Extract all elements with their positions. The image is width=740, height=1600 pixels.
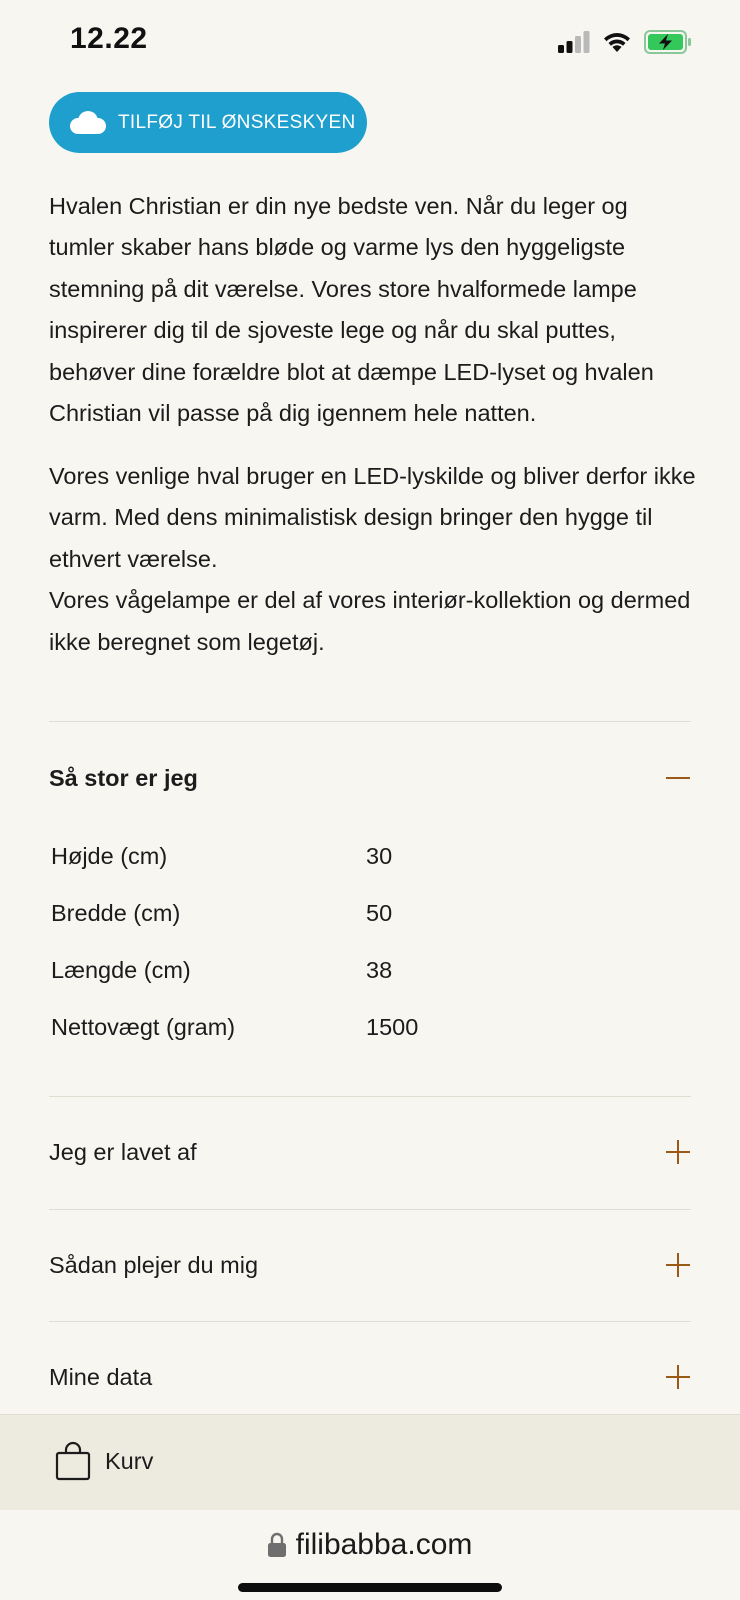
- spec-value: 50: [366, 899, 393, 926]
- shopping-bag-icon: [55, 1441, 91, 1481]
- spec-label: Længde (cm): [51, 956, 191, 983]
- accordion-materials-title: Jeg er lavet af: [49, 1138, 197, 1165]
- divider: [49, 1096, 691, 1097]
- cart-label: Kurv: [105, 1447, 154, 1474]
- spec-row-height: [51, 836, 651, 876]
- status-bar: [0, 0, 740, 84]
- accordion-materials[interactable]: [49, 1132, 691, 1172]
- divider: [49, 721, 691, 722]
- minus-icon: [666, 766, 690, 790]
- status-icons: [558, 30, 692, 59]
- accordion-care[interactable]: [49, 1245, 691, 1285]
- url-text: filibabba.com: [295, 1528, 473, 1561]
- spec-row-length: [51, 950, 651, 990]
- cart-button[interactable]: [55, 1441, 153, 1481]
- plus-icon: [666, 1365, 690, 1389]
- plus-icon: [666, 1140, 690, 1164]
- url-display[interactable]: [0, 1528, 740, 1562]
- sticky-cart-bar: [0, 1414, 740, 1511]
- accordion-size-title: Så stor er jeg: [49, 764, 198, 791]
- wifi-icon: [602, 31, 632, 58]
- product-description: [49, 186, 699, 434]
- cellular-signal-icon: [558, 31, 590, 58]
- accordion-data-title: Mine data: [49, 1363, 153, 1390]
- browser-address-bar[interactable]: [0, 1510, 740, 1600]
- accordion-care-title: Sådan plejer du mig: [49, 1251, 259, 1278]
- wishlist-label: TILFØJ TIL ØNSKESKYEN: [118, 111, 356, 133]
- spec-label: Nettovægt (gram): [51, 1013, 236, 1040]
- spec-value: 1500: [366, 1013, 419, 1040]
- spec-value: 30: [366, 842, 393, 869]
- accordion-size-header[interactable]: [49, 758, 691, 798]
- spec-row-weight: [51, 1007, 651, 1047]
- product-description-secondary: [49, 456, 699, 663]
- home-indicator: [238, 1583, 502, 1592]
- add-to-wishlist-button[interactable]: [49, 92, 367, 153]
- status-time: 12.22: [70, 22, 148, 55]
- battery-icon: [644, 30, 692, 59]
- plus-icon: [666, 1253, 690, 1277]
- description-paragraph-3: Vores vågelampe er del af vores interiør-kollektion og dermed ikke beregnet som legetøj.: [49, 587, 691, 655]
- divider: [49, 1321, 691, 1322]
- divider: [49, 1209, 691, 1210]
- lock-icon: [268, 1532, 286, 1558]
- spec-row-width: [51, 893, 651, 933]
- accordion-data[interactable]: [49, 1357, 691, 1397]
- spec-value: 38: [366, 956, 393, 983]
- cloud-icon: [66, 110, 108, 136]
- description-paragraph-2: Vores venlige hval bruger en LED-lyskilde og bliver derfor ikke varm. Med dens minimalistisk design bringer den hygge til ethvert værelse.: [49, 463, 696, 572]
- spec-label: Bredde (cm): [51, 899, 181, 926]
- spec-label: Højde (cm): [51, 842, 168, 869]
- description-paragraph-1: Hvalen Christian er din nye bedste ven. Når du leger og tumler skaber hans bløde og varme lys den hyggeligste stemning på dit værelse. Vores store hvalformede lampe inspirerer dig til de sjoveste lege og når du skal puttes, behøver dine forældre blot at dæmpe LED-lyset og hvalen Christian vil passe på dig igennem hele natten.: [49, 193, 654, 427]
